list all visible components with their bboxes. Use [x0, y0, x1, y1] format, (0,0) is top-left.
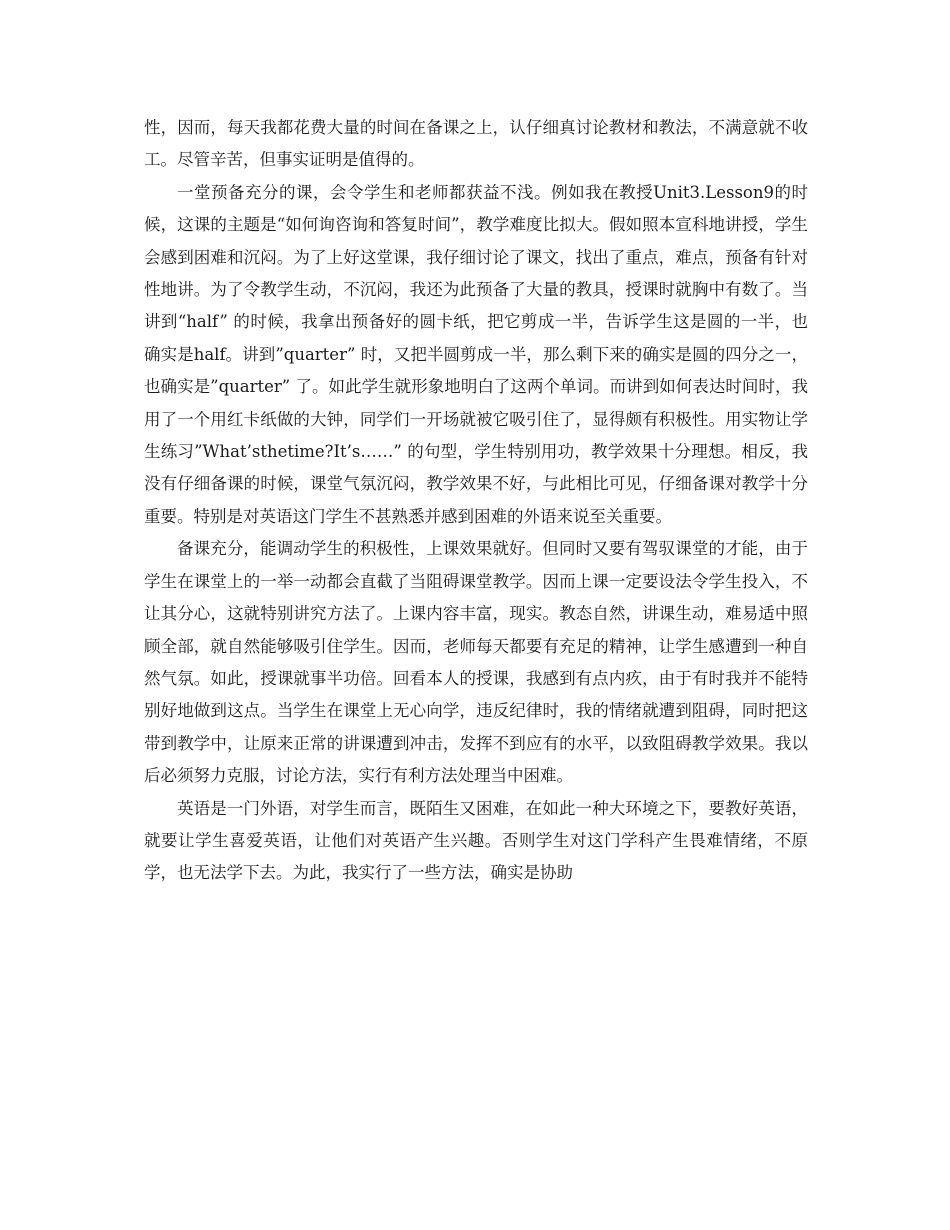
paragraph-english-interest: 英语是一门外语，对学生而言，既陌生又困难，在如此一种大环境之下，要教好英语，就要让学生喜爱英语，让他们对英语产生兴趣。否则学生对这门学科产生畏难情绪，不原学，也无法学下去。为此，我实行了一些方法，确实是协助	[144, 798, 808, 883]
paragraph-classroom-management: 备课充分，能调动学生的积极性，上课效果就好。但同时又要有驾驭课堂的才能，由于学生在课堂上的一举一动都会直截了当阻碍课堂教学。因而上课一定要设法令学生投入，不让其分心，这就特别讲究方法了。上课内容丰富，现实。教态自然，讲课生动，难易适中照顾全部，就自然能够吸引住学生。因而，老师每天都要有充足的精神，让学生感遭到一种自然气氛。如此，授课就事半功倍。回看本人的授课，我感到有点内疚，由于有时我并不能特别好地做到这点。当学生在课堂上无心向学，违反纪律时，我的情绪就遭到阻碍，同时把这带到教学中，让原来正常的讲课遭到冲击，发挥不到应有的水平，以致阻碍教学效果。我以后必须努力克服，讨论方法，实行有利方法处理当中困难。	[144, 539, 808, 786]
paragraph-lesson-preparation: 一堂预备充分的课，会令学生和老师都获益不浅。例如我在教授Unit3.Lesson9的时候，这课的主题是“如何询咨询和答复时间”，教学难度比拟大。假如照本宣科地讲授，学生会感到困难和沉闷。为了上好这堂课，我仔细讨论了课文，找出了重点，难点，预备有针对性地讲。为了令教学生动，不沉闷，我还为此预备了大量的教具，授课时就胸中有数了。当讲到“half” 的时候，我拿出预备好的圆卡纸，把它剪成一半，告诉学生这是圆的一半，也确实是half。讲到”quarter” 时，又把半圆剪成一半，那么剩下来的确实是圆的四分之一，也确实是”quarter” 了。如此学生就形象地明白了这两个单词。而讲到如何表达时间时，我用了一个用红卡纸做的大钟，同学们一开场就被它吸引住了，显得颇有积极性。用实物让学生练习”What’sthetime?It’s……” 的句型，学生特别用功，教学效果十分理想。相反，我没有仔细备课的时候，课堂气氛沉闷，教学效果不好，与此相比可见，仔细备课对教学十分重要。特别是对英语这门学生不甚熟悉并感到困难的外语来说至关重要。	[144, 182, 808, 526]
body-text	[144, 112, 808, 890]
paragraph-continuation: 性，因而，每天我都花费大量的时间在备课之上，认仔细真讨论教材和教法，不满意就不收工。尽管辛苦，但事实证明是值得的。	[144, 118, 808, 170]
